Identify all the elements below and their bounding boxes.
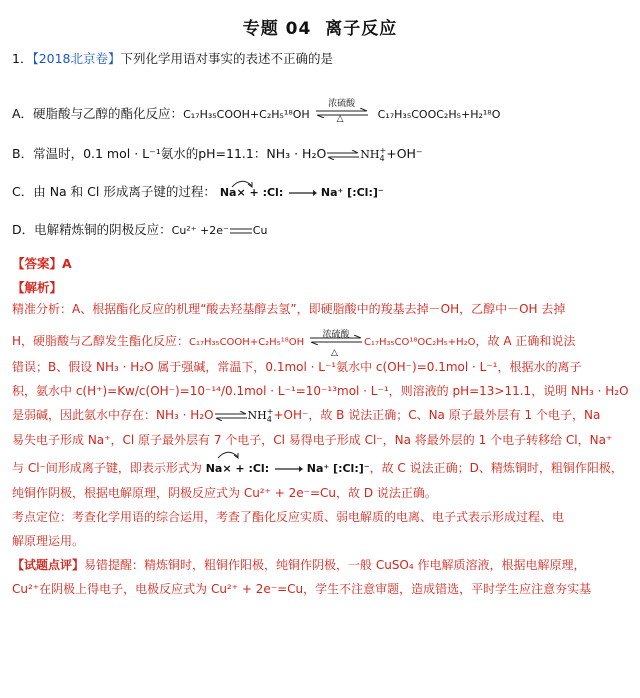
question-stem xyxy=(12,49,333,67)
analysis-line-5 xyxy=(12,403,630,428)
electron-dot-formation: Na× + :Cl: Na⁺ [:Cl:]⁻ xyxy=(206,457,370,481)
reactant-na: Na× xyxy=(219,186,246,199)
analysis-line-8: 纯铜作阴极，根据电解原理，阴极反应式为 Cu²⁺ + 2e⁻=Cu，故 D 说法正确。 xyxy=(12,485,437,500)
equilibrium-arrow-icon xyxy=(326,150,360,160)
option-a-left: C₁₇H₃₅COOH+C₂H₅¹⁸OH xyxy=(183,108,310,121)
right-arrow-icon xyxy=(287,189,317,197)
catalyst-label: 浓硫酸 xyxy=(322,329,350,340)
analysis-line-7-b: ，故 C 说法正确；D、精炼铜时，粗铜作阳极， xyxy=(369,461,623,475)
option-b-label: B．常温时，0.1 mol · L⁻¹氨水的pH=11.1：NH₃ · H₂O xyxy=(12,146,327,161)
title-topic: 专题 04 xyxy=(242,19,312,39)
option-b-charge: + xyxy=(379,145,387,155)
option-a xyxy=(12,98,501,124)
option-a-right: C₁₇H₃₅COOC₂H₅+H₂¹⁸O xyxy=(377,108,501,121)
heat-symbol: △ xyxy=(330,347,338,358)
option-c xyxy=(12,182,384,200)
comment-label: 【试题点评】 xyxy=(12,557,85,572)
question-text: 下列化学用语对事实的表述不正确的是 xyxy=(120,51,334,66)
question-source-tag: 【2018北京卷】 xyxy=(32,51,121,66)
right-arrow-icon xyxy=(273,465,303,473)
analysis-line-4: 积，氨水中 c(H⁺)=Kw/c(OH⁻)=10⁻¹⁴/0.1mol · L⁻¹=10⁻¹³mol · L⁻¹，则溶液的 pH=13>11.1，说明 NH₃ · H₂O xyxy=(12,384,629,398)
option-d-right: Cu xyxy=(252,224,268,237)
reactant-cl: :Cl: xyxy=(248,461,270,475)
equilibrium-arrow-icon xyxy=(214,411,248,421)
electron-transfer-arc-icon xyxy=(230,178,256,188)
option-d-left: Cu²⁺ +2e⁻ xyxy=(171,224,229,237)
answer-value: A xyxy=(62,256,72,271)
analysis-line-7 xyxy=(12,456,630,481)
reversible-arrow-icon xyxy=(308,329,364,358)
option-b-product: NH xyxy=(360,148,380,161)
option-b-count: 4 xyxy=(379,153,385,163)
analysis-line-3: 错误；B、假设 NH₃ · H₂O 属于强碱，常温下，0.1mol · L⁻¹氨水中 c(OH⁻)=0.1mol · L⁻¹，根据水的离子 xyxy=(12,360,582,374)
analysis-line-6: 易失电子形成 Na⁺，Cl 原子最外层有 7 个电子，Cl 易得电子形成 Cl⁻，Na 将最外层的 1 个电子转移给 Cl，Na⁺ xyxy=(12,433,613,447)
answer-line xyxy=(12,254,72,272)
analysis-eq-left: C₁₇H₃₅COOH+C₂H₅¹⁸OH xyxy=(189,337,305,348)
option-b-tail: +OH⁻ xyxy=(386,146,423,161)
title-subject: 离子反应 xyxy=(325,19,398,39)
analysis-body xyxy=(12,297,630,601)
analysis-line-2 xyxy=(12,329,630,358)
analysis-label-line xyxy=(12,278,62,296)
analysis-line-9: 考点定位：考查化学用语的综合运用，考查了酯化反应实质、弱电解质的电离、电子式表示形成过程、电 xyxy=(12,509,565,524)
option-d xyxy=(12,220,267,238)
electron-transfer-arc-icon xyxy=(216,449,242,459)
comment-text-1: 易错提醒：精炼铜时，粗铜作阳极，纯铜作阴极，一般 CuSO₄ 作电解质溶液，根据电解原理， xyxy=(84,557,586,572)
option-c-label: C．由 Na 和 Cl 形成离子键的过程： xyxy=(12,184,216,199)
analysis-line-10: 解原理运用。 xyxy=(12,533,85,548)
option-d-label: D．电解精炼铜的阴极反应： xyxy=(12,222,172,237)
comment-line-2: Cu²⁺在阴极上得电子，电极反应式为 Cu²⁺ + 2e⁻=Cu，学生不注意审题，造成错选，平时学生应注意夯实基 xyxy=(12,581,592,596)
question-number: 1． xyxy=(12,51,33,66)
reversible-arrow-icon xyxy=(314,98,370,124)
electron-dot-formation: Na× + :Cl: Na⁺ [:Cl:]⁻ xyxy=(220,186,384,199)
equals-sign-icon xyxy=(229,227,253,235)
page-title xyxy=(0,14,640,39)
analysis-line-2-a: H，硬脂酸与乙醇发生酯化反应： xyxy=(12,334,190,348)
analysis-line-5-b: +OH⁻，故 B 说法正确；C、Na 原子最外层有 1 个电子，Na xyxy=(273,408,601,422)
option-b xyxy=(12,144,423,163)
comment-line-1 xyxy=(12,553,630,577)
analysis-line-2-b: ，故 A 正确和说法 xyxy=(475,334,576,348)
ammonium-count: 4 xyxy=(266,414,272,424)
answer-label: 【答案】 xyxy=(12,256,63,271)
catalyst-label: 浓硫酸 xyxy=(328,98,356,109)
ammonium-ion: NH xyxy=(247,409,267,422)
reactant-cl: :Cl: xyxy=(262,186,284,199)
analysis-line-1: 精准分析：A、根据酯化反应的机理“酸去羟基醇去氢”，即硬脂酸中的羧基去掉－OH，乙醇中－OH 去掉 xyxy=(12,302,566,316)
option-a-label: A．硬脂酸与乙醇的酯化反应： xyxy=(12,106,184,121)
analysis-line-7-a: 与 Cl⁻间形成离子键，即表示形式为 xyxy=(12,461,202,475)
analysis-label: 【解析】 xyxy=(12,280,63,295)
analysis-eq-right: C₁₇H₃₅CO¹⁸OC₂H₅+H₂O xyxy=(363,337,476,348)
ammonium-charge: + xyxy=(266,406,274,416)
product-ionic: Na⁺ [:Cl:]⁻ xyxy=(306,461,370,475)
heat-symbol: △ xyxy=(336,113,344,124)
product-ionic: Na⁺ [:Cl:]⁻ xyxy=(320,186,384,199)
analysis-line-5-a: 是弱碱，因此氨水中存在：NH₃ · H₂O xyxy=(12,408,214,422)
reactant-na: Na× xyxy=(205,461,232,475)
